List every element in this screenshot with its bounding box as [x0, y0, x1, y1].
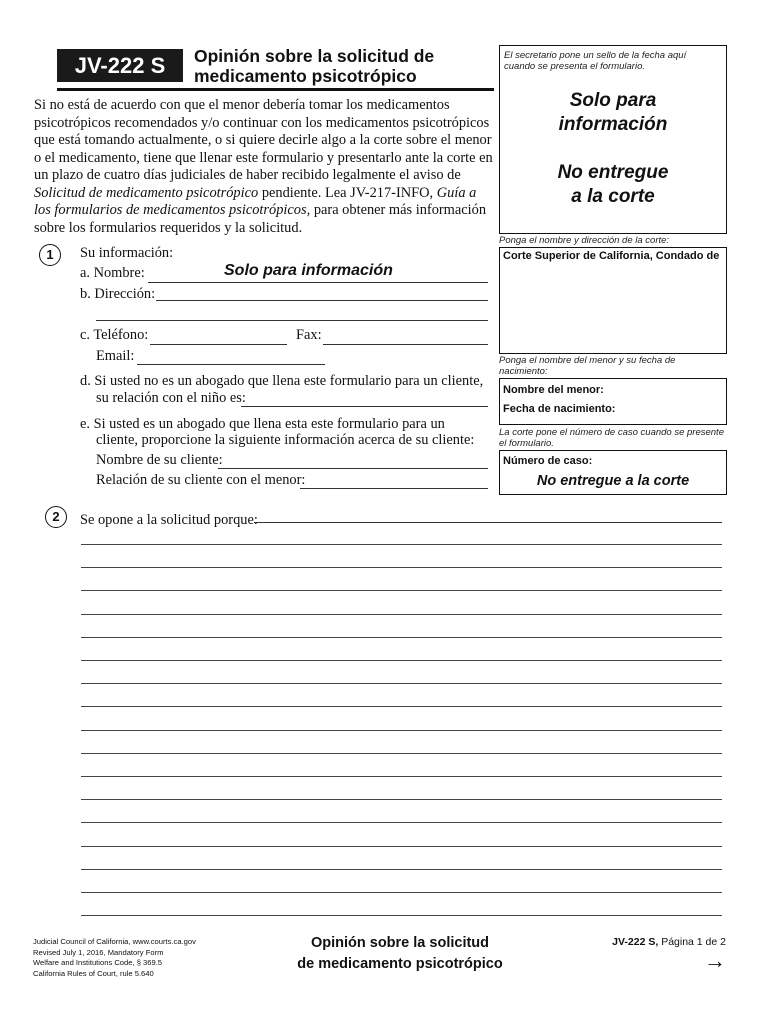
child-name-label: Nombre del menor:: [503, 384, 604, 396]
objection-line[interactable]: [81, 776, 722, 777]
intro-text-1: Si no está de acuerdo con que el menor debería tomar los medicamentos psicotrópicos recomendados y/o continuar con los medicamentos psicotrópicos que está tomando actualmente, o si quiere decirle algo a la corte sobre el menor o el medicamento, tiene que llenar este formulario y presentarlo ante la corte en un plazo de cuatro días judiciales de haber recibido legalmente el aviso de: [34, 97, 493, 183]
objection-line[interactable]: [81, 590, 722, 591]
case-number-label: Número de caso:: [503, 455, 593, 467]
intro-paragraph: [34, 97, 494, 237]
clerk-stamp-box: [499, 45, 727, 234]
objection-line[interactable]: [81, 799, 722, 800]
item-e-text-2: cliente, proporcione la siguiente información acerca de su cliente:: [96, 432, 475, 448]
child-box[interactable]: [499, 378, 727, 425]
footer-title-line1: Opinión sobre la solicitud: [310, 935, 490, 951]
footer-left-line1: Judicial Council of California, www.courts.ca.gov: [33, 937, 196, 946]
footer-title: [280, 933, 520, 975]
stamp-line-2: información: [558, 114, 668, 135]
objection-line[interactable]: [81, 683, 722, 684]
form-title-line2: medicamento psicotrópico: [194, 66, 417, 86]
objection-line[interactable]: [81, 915, 722, 916]
stamp-line-3: No entregue: [557, 162, 669, 183]
objection-line[interactable]: [81, 660, 722, 661]
item-d-text: d. Si usted no es un abogado que llena este formulario para un cliente,: [80, 373, 484, 389]
form-title-line1: Opinión sobre la solicitud de: [194, 46, 435, 66]
case-box[interactable]: [499, 450, 727, 495]
footer-title-line2: de medicamento psicotrópico: [297, 956, 503, 972]
section-2-number: 2: [45, 506, 67, 528]
objection-line[interactable]: [81, 730, 722, 731]
court-box[interactable]: [499, 247, 727, 354]
phone-label: c. Teléfono:: [80, 327, 149, 343]
item-e-text: e. Si usted es un abogado que llena esta este formulario para un: [80, 416, 445, 432]
case-watermark: No entregue a la corte: [536, 473, 690, 489]
address-field[interactable]: [156, 300, 488, 301]
form-id-badge: JV-222 S: [57, 49, 183, 82]
court-name: Corte Superior de California, Condado de: [503, 250, 720, 262]
client-name-field[interactable]: [218, 468, 488, 469]
address-label: b. Dirección:: [80, 286, 156, 302]
intro-italic-2: Guía a los formularios de medicamentos psicotrópicos,: [34, 184, 477, 218]
objection-label: Se opone a la solicitud porque:: [80, 512, 258, 528]
phone-field[interactable]: [150, 344, 287, 345]
objection-line[interactable]: [81, 614, 722, 615]
header-rule: [57, 88, 494, 91]
footer-left-line4: California Rules of Court, rule 5.640: [33, 968, 154, 978]
stamp-watermark-1: [500, 89, 726, 137]
relationship-label: su relación con el niño es:: [96, 390, 246, 406]
intro-text-2: pendiente. Lea JV-217-INFO,: [258, 184, 437, 201]
objection-line[interactable]: [81, 544, 722, 545]
section-1-number: 1: [39, 244, 61, 266]
footer-left-line2: Revised July 1, 2016, Mandatory Form: [33, 947, 164, 957]
client-name-label: Nombre de su cliente:: [96, 452, 223, 468]
stamp-watermark-2: [500, 161, 726, 209]
court-note: Ponga el nombre y dirección de la corte:: [499, 235, 670, 246]
intro-text-3: para obtener más información sobre los formularios requeridos y la solicitud.: [34, 202, 487, 236]
stamp-line-4: a la corte: [571, 186, 655, 207]
email-field[interactable]: [137, 364, 325, 365]
footer-page: [560, 936, 726, 972]
objection-line[interactable]: [81, 567, 722, 568]
objection-line[interactable]: [81, 637, 722, 638]
objection-line[interactable]: [81, 822, 722, 823]
objection-line[interactable]: [81, 753, 722, 754]
objection-line-0[interactable]: [254, 522, 722, 523]
footer-left-line3: Welfare and Institutions Code, § 369.5: [33, 958, 163, 967]
objection-line[interactable]: [81, 846, 722, 847]
relationship-field[interactable]: [241, 406, 488, 407]
section-1-heading: Su información:: [80, 245, 174, 261]
address-field-line2[interactable]: [96, 320, 488, 321]
footer-page-id: JV-222 S,: [612, 936, 659, 948]
objection-line[interactable]: [81, 706, 722, 707]
client-relationship-field[interactable]: [300, 488, 488, 489]
footer-left: [33, 937, 283, 979]
name-field-value: Solo para información: [224, 262, 393, 279]
objection-line[interactable]: [81, 869, 722, 870]
next-page-arrow-icon[interactable]: →: [704, 948, 726, 973]
stamp-line-1: Solo para: [569, 90, 657, 111]
footer-page-text: Página 1 de 2: [661, 936, 726, 948]
form-title: [194, 46, 494, 86]
email-label: Email:: [96, 348, 135, 364]
intro-italic-1: Solicitud de medicamento psicotrópico: [34, 184, 259, 201]
client-relationship-label: Relación de su cliente con el menor:: [96, 472, 306, 488]
objection-line[interactable]: [81, 892, 722, 893]
name-label: a. Nombre:: [80, 265, 145, 281]
stamp-note: El secretario pone un sello de la fecha aquí cuando se presenta el formulario.: [504, 50, 687, 72]
name-field[interactable]: [148, 282, 488, 283]
case-note: La corte pone el número de caso cuando se presente el formulario.: [499, 427, 724, 449]
fax-label: Fax:: [296, 327, 322, 343]
fax-field[interactable]: [323, 344, 488, 345]
child-dob-label: Fecha de nacimiento:: [503, 403, 616, 415]
child-note: Ponga el nombre del menor y su fecha de nacimiento:: [499, 355, 676, 377]
